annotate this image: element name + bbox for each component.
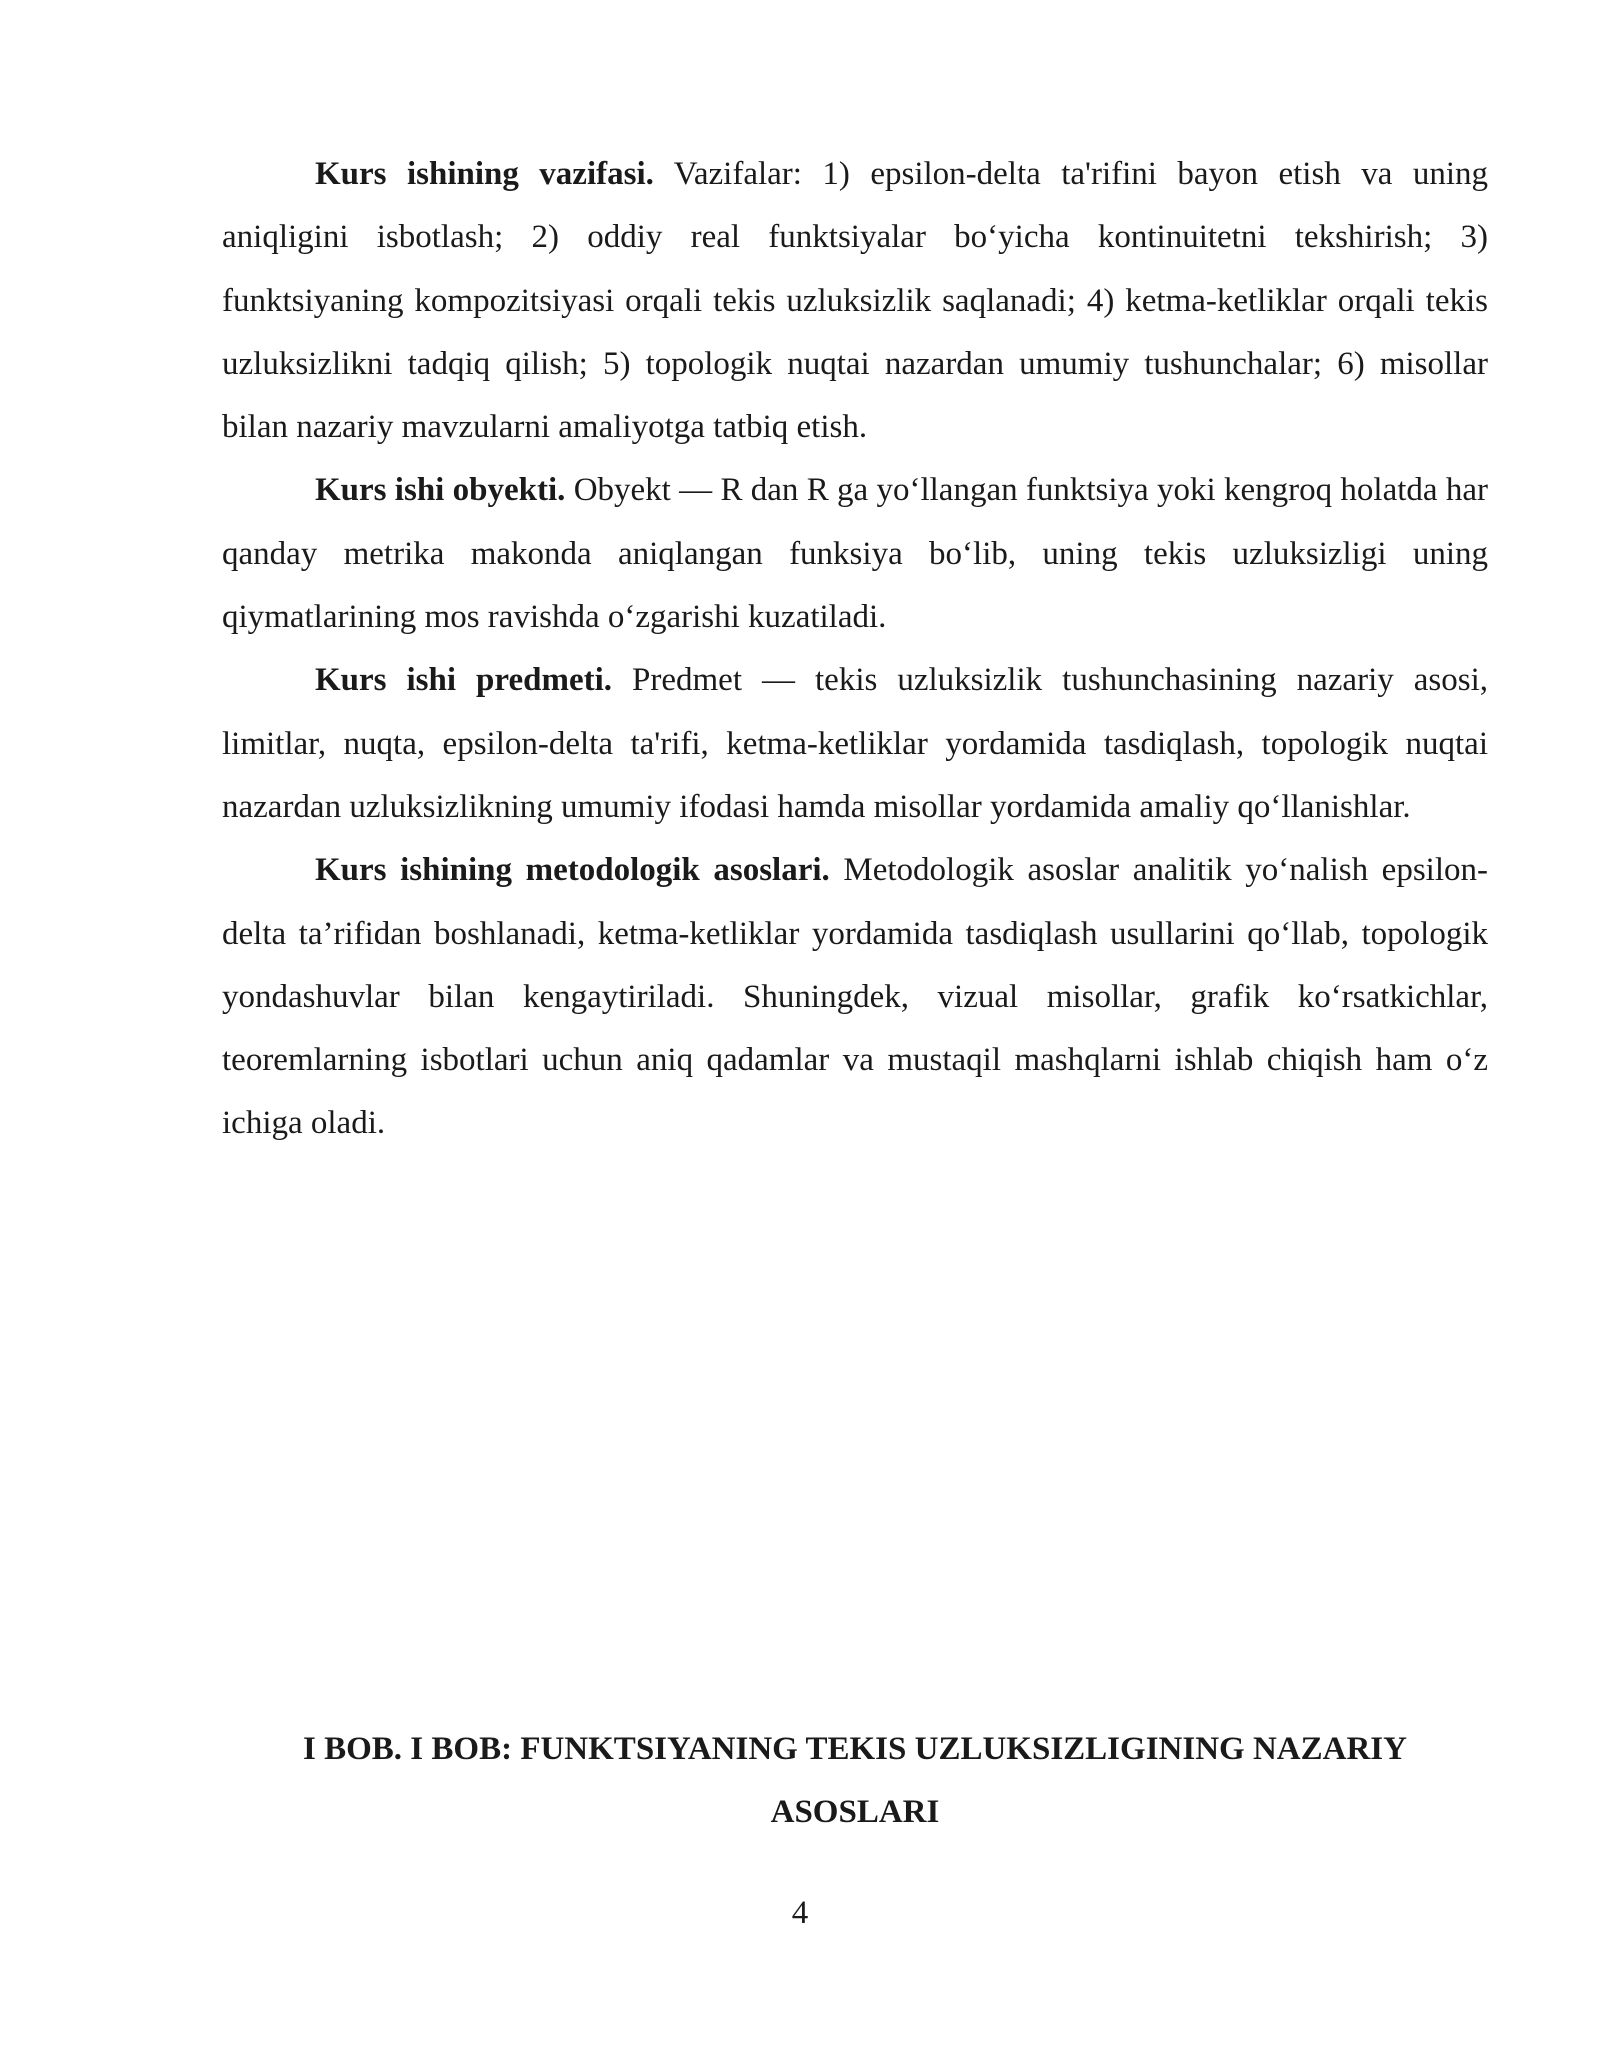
paragraph-lead: Kurs ishining vazifasi. (315, 156, 654, 192)
page-number: 4 (791, 1895, 809, 1931)
paragraph-lead: Kurs ishi obyekti. (315, 472, 566, 509)
paragraph-lead: Kurs ishining metodologik asoslari. (315, 852, 830, 889)
body-text (222, 143, 1488, 1156)
chapter-heading (222, 1718, 1488, 1844)
paragraph-methodology (222, 839, 1488, 1155)
chapter-heading-line-2: ASOSLARI (770, 1794, 940, 1830)
paragraph-text: Vazifalar: 1) epsilon-delta ta'rifini bayon etish va uning aniqligini isbotlash; 2) oddiy real funktsiyalar bo‘yicha kontinuitetni tekshirish; 3) funktsiyaning kompozitsiyasi orqali tekis uzluksizlik saqlanadi; 4) ketma-ketliklar orqali tekis uzluksizlikni tadqiq qilish; 5) topologik nuqtai nazardan umumiy tushunchalar; 6) misollar bilan nazariy mavzularni amaliyotga tatbiq etish. (222, 156, 1489, 446)
chapter-heading-line-1: I BOB. I BOB: FUNKTSIYANING TEKIS UZLUKSIZLIGINING NAZARIY (303, 1731, 1407, 1767)
paragraph-lead: Kurs ishi predmeti. (315, 662, 613, 699)
paragraph-text: Obyekt — R dan R ga yo‘llangan funktsiya yoki kengroq holatda har qanday metrika makonda aniqlangan funksiya bo‘lib, uning tekis uzluksizligi uning qiymatlarining mos ravishda o‘zgarishi kuzatiladi. (222, 472, 1488, 636)
paragraph-text: Predmet — tekis uzluksizlik tushunchasining nazariy asosi, limitlar, nuqta, epsilon-delta ta'rifi, ketma-ketliklar yordamida tasdiqlash, topologik nuqtai nazardan uzluksizlikning umumiy ifodasi hamda misollar yordamida amaliy qo‘llanishlar. (222, 662, 1488, 825)
paragraph-object (222, 459, 1488, 649)
paragraph-subject (222, 649, 1488, 839)
paragraph-text: Metodologik asoslar analitik yo‘nalish epsilon-delta ta’rifidan boshlanadi, ketma-ketliklar yordamida tasdiqlash usullarini qo‘llab, topologik yondashuvlar bilan kengaytiriladi. Shuningdek, vizual misollar, grafik ko‘rsatkichlar, teoremlarning isbotlari uchun aniq qadamlar va mustaqil mashqlarni ishlab chiqish ham o‘z ichiga oladi. (222, 852, 1488, 1142)
paragraph-tasks (222, 143, 1488, 459)
